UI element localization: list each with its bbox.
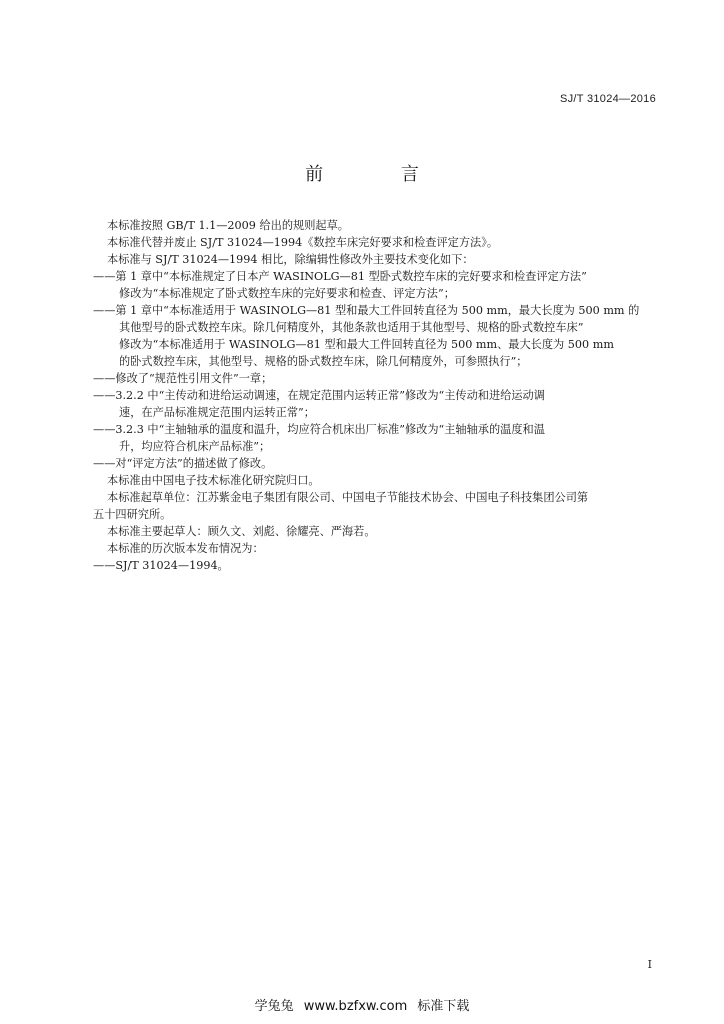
- change-item-2-cont-3: 的卧式数控车床，其他型号、规格的卧式数控车床，除几何精度外，可参照执行”；: [119, 355, 528, 368]
- body-line-3: 本标准与 SJ/T 31024—1994 相比，除编辑性修改外主要技术变化如下：: [107, 253, 474, 266]
- change-item-2-cont-1: 其他型号的卧式数控车床。除几何精度外，其他条款也适用于其他型号、规格的卧式数控车床”: [119, 321, 584, 334]
- body-line-drafters: 本标准主要起草人：顾久文、刘彪、徐耀亮、严海若。: [107, 525, 376, 538]
- change-item-2-cont-2: 修改为“本标准适用于 WASINOLG—81 型和最大工件回转直径为 500 mm、最大长度为 500 mm: [119, 338, 614, 351]
- body-line-1: 本标准按照 GB/T 1.1—2009 给出的规则起草。: [107, 219, 349, 232]
- footer-watermark: 学兔兔 www.bzfxw.com 标准下载: [254, 999, 470, 1014]
- body-line-2: 本标准代替并废止 SJ/T 31024—1994《数控车床完好要求和检查评定方法》。: [107, 236, 499, 249]
- change-item-2: ——第 1 章中“本标准适用于 WASINOLG—81 型和最大工件回转直径为 500 mm，最大长度为 500 mm 的: [93, 304, 640, 317]
- change-item-6: ——对“评定方法”的描述做了修改。: [93, 457, 273, 470]
- foreword-body: [93, 217, 657, 574]
- change-item-5: ——3.2.3 中“主轴轴承的温度和温升，均应符合机床出厂标准”修改为“主轴轴承的温度和温: [93, 423, 545, 436]
- change-item-1: ——第 1 章中“本标准规定了日本产 WASINOLG—81 型卧式数控车床的完好要求和检查评定方法”: [93, 270, 587, 283]
- change-item-4-cont: 速，在产品标准规定范围内运转正常”；: [119, 406, 315, 419]
- body-line-drafting-units-cont: 五十四研究所。: [93, 508, 172, 521]
- page-number: I: [647, 958, 652, 971]
- body-line-centralized: 本标准由中国电子技术标准化研究院归口。: [107, 474, 320, 487]
- change-item-4: ——3.2.2 中“主传动和进给运动调速，在规定范围内运转正常”修改为“主传动和进给运动调: [93, 389, 545, 402]
- body-line-history: 本标准的历次版本发布情况为：: [107, 542, 264, 555]
- document-code: SJ/T 31024—2016: [559, 93, 656, 105]
- body-line-drafting-units: 本标准起草单位：江苏紫金电子集团有限公司、中国电子节能技术协会、中国电子科技集团公司第: [107, 491, 589, 504]
- change-item-3: ——修改了“规范性引用文件”一章；: [93, 372, 273, 385]
- page-title: 前 言: [305, 164, 455, 185]
- change-item-5-cont: 升，均应符合机床产品标准”；: [119, 440, 271, 453]
- history-item-1: ——SJ/T 31024—1994。: [93, 559, 229, 572]
- change-item-1-cont: 修改为“本标准规定了卧式数控车床的完好要求和检查、评定方法”；: [119, 287, 455, 300]
